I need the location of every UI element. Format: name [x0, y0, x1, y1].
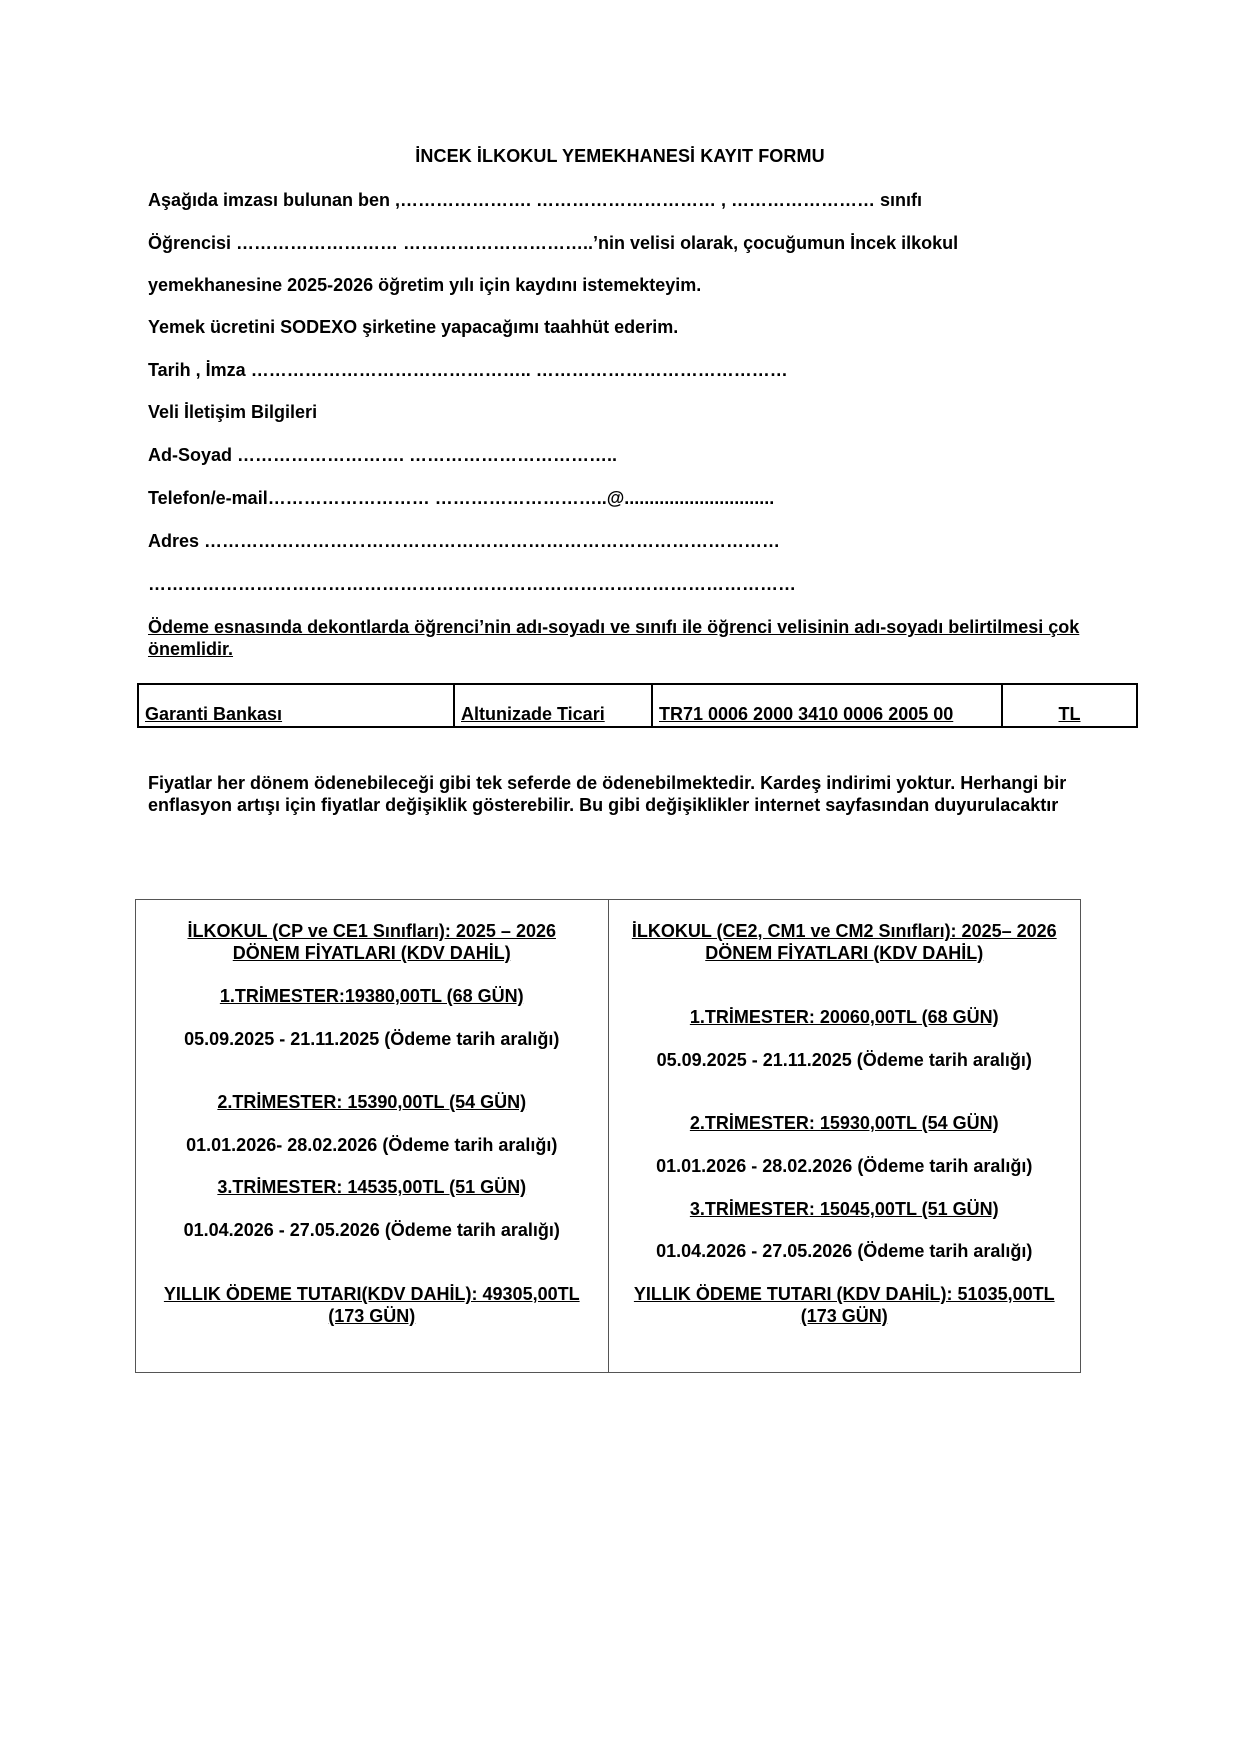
price-cell-cp-ce1 — [136, 900, 609, 1373]
right-trimester-3-dates: 01.04.2026 - 27.05.2026 (Ödeme tarih aralığı) — [656, 1241, 1033, 1261]
currency-cell: TL — [1002, 684, 1137, 727]
price-table-row — [136, 900, 1081, 1373]
form-line-parent-contact-heading: Veli İletişim Bilgileri — [148, 402, 318, 422]
left-trimester-1-dates: 05.09.2025 - 21.11.2025 (Ödeme tarih aralığı) — [184, 1029, 560, 1049]
left-trimester-1: 1.TRİMESTER:19380,00TL (68 GÜN) — [219, 986, 524, 1006]
pricing-info-paragraph: Fiyatlar her dönem ödenebileceği gibi tek seferde de ödenebilmektedir. Kardeş indirimi yoktur. Herhangi bir enflasyon artışı için fiyatlar değişiklik gösterebilir. Bu gibi değişiklikler internet sayfasından duyurulacaktır — [148, 773, 1067, 815]
price-table — [135, 899, 1081, 1373]
form-line-registration-year: yemekhanesine 2025-2026 öğretim yılı için kaydını istemekteyim. — [148, 275, 702, 295]
right-heading-line-1: İLKOKUL (CE2, CM1 ve CM2 Sınıfları): 2025– 2026 — [631, 921, 1057, 941]
form-title: İNCEK İLKOKUL YEMEKHANESİ KAYIT FORMU — [415, 146, 825, 166]
left-heading-line-2: DÖNEM FİYATLARI (KDV DAHİL) — [232, 943, 511, 963]
bank-branch-cell: Altunizade Ticari — [454, 684, 652, 727]
form-line-phone-email: Telefon/e-mail……………………… ………………………..@.............................. — [148, 488, 775, 508]
bank-name-cell: Garanti Bankası — [138, 684, 454, 727]
payment-note: Ödeme esnasında dekontlarda öğrenci’nin adı-soyadı ve sınıfı ile öğrenci velisinin adı-soyadı belirtilmesi çok önemlidir. — [148, 617, 1080, 659]
left-trimester-2-dates: 01.01.2026- 28.02.2026 (Ödeme tarih aralığı) — [186, 1135, 558, 1155]
iban-cell: TR71 0006 2000 3410 0006 2005 00 — [652, 684, 1002, 727]
right-trimester-1: 1.TRİMESTER: 20060,00TL (68 GÜN) — [689, 1007, 999, 1027]
form-line-student-class: Aşağıda imzası bulunan ben ,…………………. ………………………… , …………………… sınıfı — [148, 190, 923, 210]
right-trimester-3: 3.TRİMESTER: 15045,00TL (51 GÜN) — [689, 1199, 999, 1219]
bank-details-table — [137, 683, 1138, 728]
left-trimester-3-dates: 01.04.2026 - 27.05.2026 (Ödeme tarih aralığı) — [183, 1220, 560, 1240]
left-annual-total: YILLIK ÖDEME TUTARI(KDV DAHİL): 49305,00TL — [163, 1284, 580, 1304]
right-annual-total: YILLIK ÖDEME TUTARI (KDV DAHİL): 51035,00TL — [633, 1284, 1055, 1304]
form-line-sodexo-commitment: Yemek ücretini SODEXO şirketine yapacağımı taahhüt ederim. — [148, 317, 679, 337]
bank-details-row — [138, 684, 1137, 727]
right-trimester-1-dates: 05.09.2025 - 21.11.2025 (Ödeme tarih aralığı) — [656, 1050, 1032, 1070]
price-cell-ce2-cm1-cm2 — [608, 900, 1081, 1373]
form-line-address-continued: ……………………………………………………………………………………………… — [148, 574, 796, 594]
right-trimester-2-dates: 01.01.2026 - 28.02.2026 (Ödeme tarih aralığı) — [656, 1156, 1033, 1176]
left-trimester-3: 3.TRİMESTER: 14535,00TL (51 GÜN) — [217, 1177, 527, 1197]
right-heading-line-2: DÖNEM FİYATLARI (KDV DAHİL) — [705, 943, 984, 963]
left-annual-days: (173 GÜN) — [328, 1306, 416, 1326]
right-trimester-2: 2.TRİMESTER: 15930,00TL (54 GÜN) — [689, 1113, 999, 1133]
right-annual-days: (173 GÜN) — [800, 1306, 888, 1326]
form-line-student-parent: Öğrencisi ……………………… …………………………..’nin velisi olarak, çocuğumun İncek ilkokul — [148, 233, 959, 253]
left-trimester-2: 2.TRİMESTER: 15390,00TL (54 GÜN) — [217, 1092, 527, 1112]
left-heading-line-1: İLKOKUL (CP ve CE1 Sınıfları): 2025 – 2026 — [187, 921, 556, 941]
form-line-address: Adres …………………………………………………………………………………… — [148, 531, 781, 551]
form-line-name-surname: Ad-Soyad ………………………. …………………………….. — [148, 445, 618, 465]
form-line-date-signature: Tarih , İmza ……………………………………….. …………………………………… — [148, 360, 788, 380]
